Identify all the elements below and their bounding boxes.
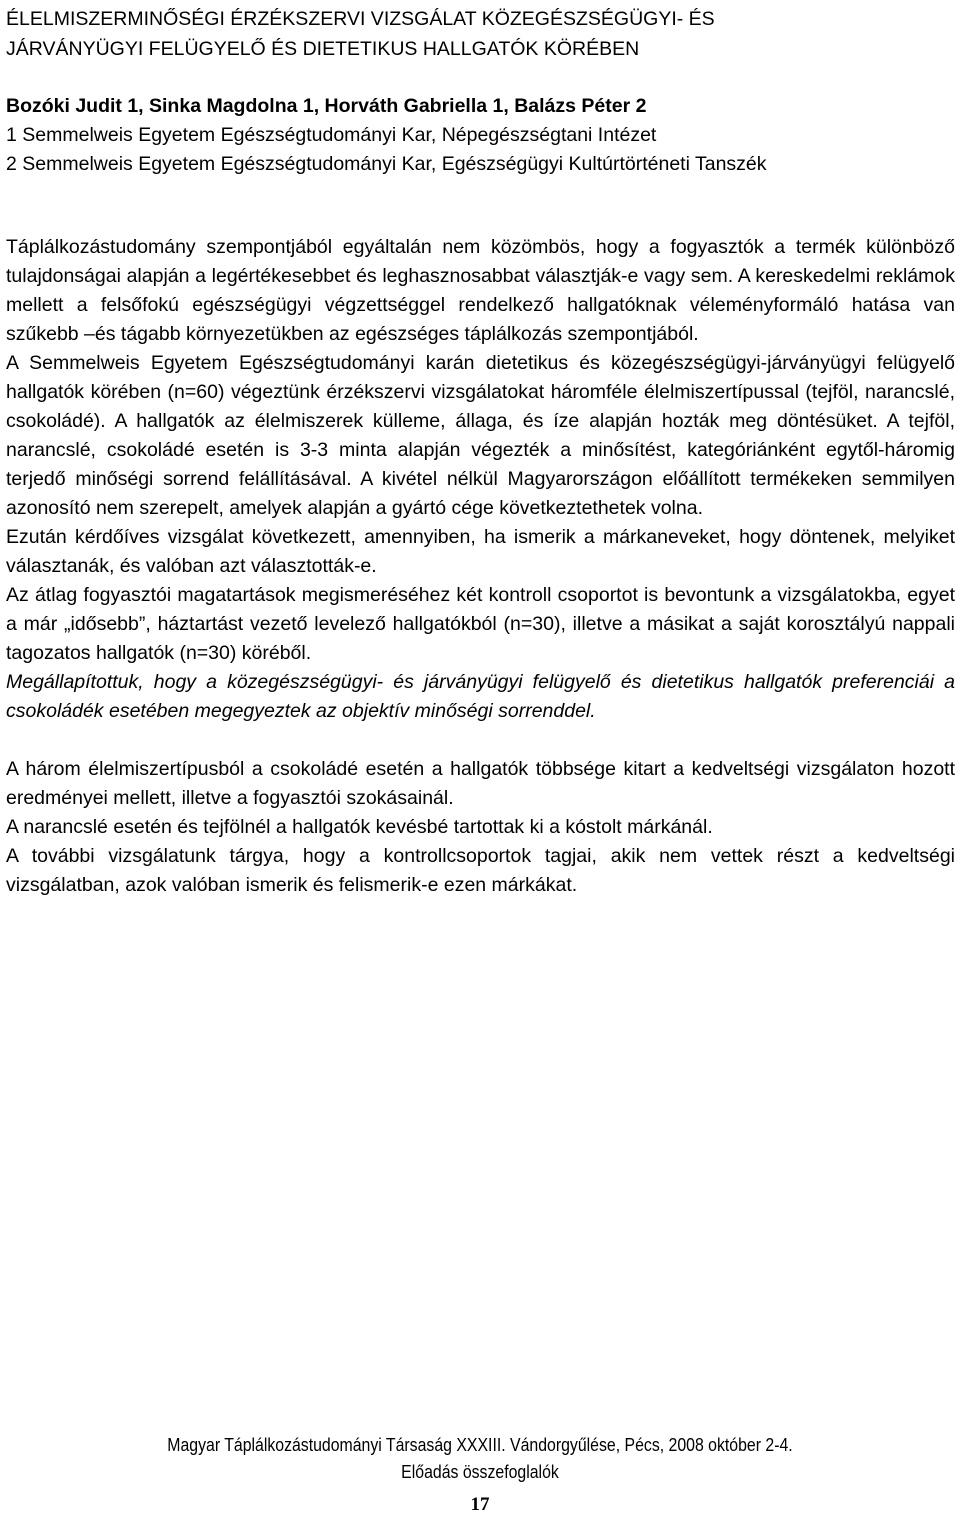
paragraph-spacer: [6, 726, 955, 755]
paragraph-questionnaire: Ezután kérdőíves vizsgálat következett, amennyiben, ha ismerik a márkaneveket, hogy döntenek, melyiket választanák, és valóban azt választották-e.: [6, 526, 955, 577]
affiliation-1: 1 Semmelweis Egyetem Egészségtudományi Kar, Népegészségtani Intézet: [6, 124, 657, 146]
author-block: [6, 92, 956, 179]
footer-subtitle: Előadás összefoglalók: [401, 1462, 559, 1482]
page-footer: [58, 1432, 903, 1486]
paragraph-intro: Táplálkozástudomány szempontjából egyáltalán nem közömbös, hogy a fogyasztók a termék különböző tulajdonságai alapján a legértékesebbet és leghasznosabbat választják-e vagy sem. A kereskedelmi reklámok mellett a felsőfokú egészségügyi végzettséggel rendelkező hallgatóknak véleményformáló hatása van szűkebb –és tágabb környezetükben az egészséges táplálkozás szempontjából.: [6, 236, 955, 345]
paragraph-findings: Megállapítottuk, hogy a közegészségügyi- és járványügyi felügyelő és dietetikus hallgatók preferenciái a csokoládék esetében megegyeztek az objektív minőségi sorrenddel.: [6, 671, 955, 722]
paragraph-further-study: A további vizsgálatunk tárgya, hogy a kontrollcsoportok tagjai, akik nem vettek részt a kedveltségi vizsgálatban, azok valóban ismerik és felismerik-e ezen márkákat.: [6, 845, 955, 896]
paragraph-control-groups: Az átlag fogyasztói magatartások megismeréséhez két kontroll csoportot is bevontunk a vizsgálatokba, egyet a már „idősebb”, háztartást vezető levelező hallgatókból (n=30), illetve a másikat a saját korosztályú nappali tagozatos hallgatók (n=30) köréből.: [6, 584, 955, 664]
paragraph-result-juice: A narancslé esetén és tejfölnél a hallgatók kevésbé tartottak ki a kóstolt márkánál.: [6, 816, 713, 838]
footer-conference: Magyar Táplálkozástudományi Társaság XXXIII. Vándorgyűlése, Pécs, 2008 október 2-4.: [167, 1435, 793, 1455]
paragraph-methods: A Semmelweis Egyetem Egészségtudományi karán dietetikus és közegészségügyi-járványügyi felügyelő hallgatók körében (n=60) végeztünk érzékszervi vizsgálatokat háromféle élelmiszertípussal (tejföl, narancslé, csokoládé). A hallgatók az élelmiszerek külleme, állaga, és íze alapján hozták meg döntésüket. A tejföl, narancslé, csokoládé esetén is 3-3 minta alapján végezték a minősítést, kategóriánként egytől-háromig terjedő minőségi sorrend felállításával. A kivétel nélkül Magyarországon előállított termékeken semmilyen azonosító nem szerepelt, amelyek alapján a gyártó cége következtethetek volna.: [6, 352, 955, 519]
page-number: 17: [470, 1494, 490, 1515]
paragraph-result-chocolate: A három élelmiszertípusból a csokoládé esetén a hallgatók többsége kitart a kedveltségi vizsgálaton hozott eredményei mellett, illetve a fogyasztói szokásainál.: [6, 758, 955, 809]
affiliation-2: 2 Semmelweis Egyetem Egészségtudományi Kar, Egészségügyi Kultúrtörténeti Tanszék: [6, 153, 767, 175]
document-title: [6, 4, 956, 64]
title-line-1: ÉLELMISZERMINŐSÉGI ÉRZÉKSZERVI VIZSGÁLAT KÖZEGÉSZSÉGÜGYI- ÉS: [6, 8, 715, 30]
abstract-body: [6, 233, 955, 900]
title-line-2: JÁRVÁNYÜGYI FELÜGYELŐ ÉS DIETETIKUS HALLGATÓK KÖRÉBEN: [6, 38, 640, 60]
author-names: Bozóki Judit 1, Sinka Magdolna 1, Horváth Gabriella 1, Balázs Péter 2: [6, 95, 647, 117]
